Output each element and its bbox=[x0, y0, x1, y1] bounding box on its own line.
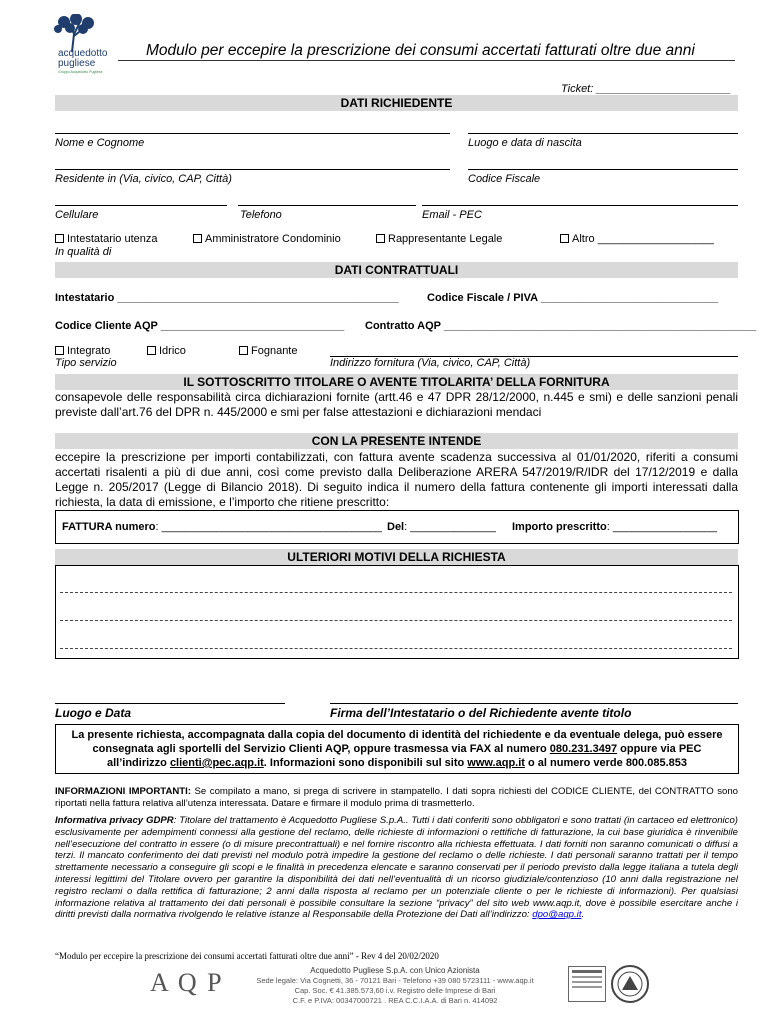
dpo-email-link[interactable]: dpo@aqp.it bbox=[532, 909, 582, 921]
checkbox-altro[interactable]: Altro ___________________ bbox=[560, 233, 714, 245]
label-qualita: In qualità di bbox=[55, 246, 112, 258]
contratto-field[interactable]: Contratto AQP ___________________________________________________ bbox=[365, 320, 756, 332]
cf-piva-field[interactable]: Codice Fiscale / PIVA _____________________________ bbox=[427, 292, 719, 304]
notice-box bbox=[55, 724, 739, 774]
checkbox-idrico[interactable]: Idrico bbox=[147, 345, 186, 357]
checkbox-icon bbox=[239, 346, 248, 355]
checkbox-integrato[interactable]: Integrato bbox=[55, 345, 110, 357]
label-residenza: Residente in (Via, civico, CAP, Città) bbox=[55, 173, 232, 185]
motivi-line-1[interactable] bbox=[60, 592, 732, 593]
section-motivi: ULTERIORI MOTIVI DELLA RICHIESTA bbox=[55, 549, 738, 565]
logo-text-2: pugliese bbox=[58, 58, 96, 69]
company-logo bbox=[44, 14, 124, 74]
codice-fiscale-line[interactable] bbox=[468, 169, 738, 170]
logo-text-1: acquedotto bbox=[58, 48, 108, 59]
checkbox-amministratore[interactable]: Amministratore Condominio bbox=[193, 233, 341, 245]
label-luogo-data: Luogo e Data bbox=[55, 706, 132, 720]
certification-badge-icon bbox=[568, 966, 606, 1002]
luogo-nascita-line[interactable] bbox=[468, 133, 738, 134]
telefono-line[interactable] bbox=[238, 205, 416, 206]
fattura-del-field[interactable]: Del: ______________ bbox=[387, 521, 496, 533]
tree-icon bbox=[50, 14, 100, 52]
notice-text: La presente richiesta, accompagnata dalla copia del documento di identità del richiedente e da eventuale delega, può essere consegnata agli sportelli del Servizio Clienti AQP, oppure trasmessa via FAX al numero 080.231.3497 oppure via PEC all’indirizzo clienti@pec.aqp.it. Informazioni sono disponibili sul sito www.aqp.it o al numero verde 800.085.853 bbox=[71, 729, 723, 769]
label-luogo-nascita: Luogo e data di nascita bbox=[468, 137, 582, 149]
aqp-logo: A Q P bbox=[150, 968, 224, 997]
checkbox-fognante[interactable]: Fognante bbox=[239, 345, 297, 357]
fax-number[interactable]: 080.231.3497 bbox=[549, 743, 618, 755]
fattura-numero-field[interactable]: FATTURA numero: ____________________________________ bbox=[62, 521, 382, 533]
document-title: Modulo per eccepire la prescrizione dei consumi accertati fatturati oltre due anni bbox=[146, 42, 695, 59]
site-link[interactable]: www.aqp.it bbox=[467, 757, 525, 769]
residenza-line[interactable] bbox=[55, 169, 450, 170]
motivi-line-2[interactable] bbox=[60, 620, 732, 621]
section-dati-richiedente: DATI RICHIEDENTE bbox=[55, 95, 738, 111]
motivi-line-3[interactable] bbox=[60, 648, 732, 649]
email-line[interactable] bbox=[422, 205, 738, 206]
firma-line[interactable] bbox=[330, 703, 738, 704]
section-intende: CON LA PRESENTE INTENDE bbox=[55, 433, 738, 449]
cellulare-line[interactable] bbox=[55, 205, 227, 206]
revision-note: “Modulo per eccepire la prescrizione dei consumi accertati fatturati oltre due anni” - Rev 4 del 20/02/2020 bbox=[55, 951, 439, 961]
ticket-field[interactable]: Ticket: ______________________ bbox=[561, 83, 731, 95]
checkbox-icon bbox=[147, 346, 156, 355]
checkbox-rappresentante[interactable]: Rappresentante Legale bbox=[376, 233, 502, 245]
label-telefono: Telefono bbox=[240, 209, 282, 221]
codice-cliente-field[interactable]: Codice Cliente AQP ______________________________ bbox=[55, 320, 345, 332]
eccepire-paragraph: eccepire la prescrizione per importi contabilizzati, con fattura avente scadenza successiva al 01/01/2020, riferiti a consumi accertati risalenti a più di due anni, così come previsto dalla Deliberazione ARERA 547/2019/R/IDR del 17/12/2019 e dalla Legge n. 205/2017 (Legge di Bilancio 2018). Di seguito indica il numero della fattura contenente gli importi interessati dalla richiesta, la data di emissione, e l’importo che ritiene prescritto: bbox=[55, 450, 738, 509]
label-tipo-servizio: Tipo servizio bbox=[55, 357, 117, 369]
logo-tagline: Gruppo Acquedotto Pugliese bbox=[58, 70, 103, 74]
certification-seal-icon bbox=[610, 964, 650, 1004]
nome-line[interactable] bbox=[55, 133, 450, 134]
label-codice-fiscale: Codice Fiscale bbox=[468, 173, 541, 185]
checkbox-icon bbox=[55, 346, 64, 355]
fattura-importo-field[interactable]: Importo prescritto: _________________ bbox=[512, 521, 717, 533]
pec-link[interactable]: clienti@pec.aqp.it bbox=[169, 757, 264, 769]
checkbox-icon bbox=[55, 234, 64, 243]
consapevole-paragraph: consapevole delle responsabilità circa dichiarazioni fornite (artt.46 e 47 DPR 28/12/2000, n.445 e smi) e delle sanzioni penali previste dall’art.76 del DPR n. 445/2000 e smi per false attestazioni e dichiarazioni mendaci bbox=[55, 390, 738, 419]
privacy-notice: Informativa privacy GDPR: Titolare del trattamento è Acquedotto Pugliese S.p.A.. Tutti i dati conferiti sono obbligatori e sono trattati (in cartaceo ed elettronico) esclusivamente per adempimenti connessi alla gestione del reclamo, delle richieste di informazioni o rettifiche di fatturazione, la cui base giuridica è rinvenibile nell’esecuzione del contratto in essere (o di misure precontrattuali) e nel fornire riscontro alla richiesta effettuata. I dati forniti non saranno comunicati o diffusi a terzi. Il mancato conferimento dei dati previsti nel modulo potrà impedire la gestione del reclamo o delle richieste. I dati personali saranno trattati per il tempo strettamente necessario a conseguire gli scopi e le finalità in precedenza elencate e saranno conservati per il periodo previsto dalla legge italiana a tutela degli interessi legittimi del Titolare ovvero per garantire la disponibilità dei dati nell’eventualità di un ricorso giudiziale/contenzioso (10 anni dalla registrazione nel registro reclami o dalla rettifica di fatturazione; 2 anni dalla risposta al reclamo per un potenziale cliente o per le richieste di informazioni). Per qualsiasi informazione relativa al trattamento dei dati personali è possibile consultare la sezione “privacy” del sito web www.aqp.it, dove è possibile esercitare anche i diritti previsti dalla normativa rivolgendo le relative istanze al Responsabile della Protezione dei Dati all’indirizzo: dpo@aqp.it. bbox=[55, 815, 738, 921]
label-cellulare: Cellulare bbox=[55, 209, 99, 221]
checkbox-intestatario[interactable]: Intestatario utenza bbox=[55, 233, 158, 245]
title-underline bbox=[118, 60, 735, 61]
luogo-data-line[interactable] bbox=[55, 703, 285, 704]
label-firma: Firma dell’Intestatario o del Richiedente avente titolo bbox=[330, 706, 632, 720]
informazioni-importanti: INFORMAZIONI IMPORTANTI: Se compilato a mano, si prega di scrivere in stampatello. I dati sopra richiesti del CODICE CLIENTE, del CONTRATTO sono riportati nella fattura relativa all’utenza interessata. Datare e firmare il modulo prima di trasmetterlo. bbox=[55, 786, 738, 809]
label-email: Email - PEC bbox=[422, 209, 482, 221]
company-info: Acquedotto Pugliese S.p.A. con Unico Azionista Sede legale: Via Cognetti, 36 - 70121 Bari - Telefono +39 080 5723111 - www.aqp.it Cap. Soc. € 41.385.573,60 i.v. Registro delle Imprese di Bari C.F. e P.IVA: 00347000721 . REA C.C.I.A.A. di Bari n. 414092 bbox=[256, 966, 534, 1005]
checkbox-icon bbox=[193, 234, 202, 243]
checkbox-icon bbox=[376, 234, 385, 243]
checkbox-icon bbox=[560, 234, 569, 243]
label-indirizzo-fornitura: Indirizzo fornitura (Via, civico, CAP, Città) bbox=[330, 357, 531, 369]
motivi-box[interactable] bbox=[55, 565, 739, 659]
label-nome: Nome e Cognome bbox=[55, 137, 145, 149]
section-dati-contrattuali: DATI CONTRATTUALI bbox=[55, 262, 738, 278]
section-sottoscritto: IL SOTTOSCRITTO TITOLARE O AVENTE TITOLARITA’ DELLA FORNITURA bbox=[55, 374, 738, 390]
fattura-box bbox=[55, 510, 739, 544]
intestatario-field[interactable]: Intestatario ______________________________________________ bbox=[55, 292, 399, 304]
